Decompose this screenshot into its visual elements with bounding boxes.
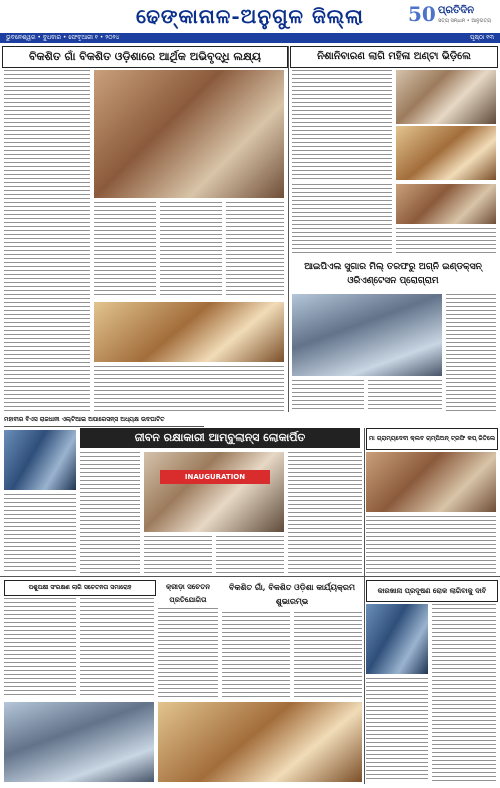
center-story-text-col2 [292,380,364,412]
lead-story-text-col3 [160,202,222,298]
right-top-story-text-col3 [396,228,496,256]
center-story-text-col1 [446,294,496,412]
lead-story-text-col1 [4,70,90,300]
bottom-right-text-col1 [432,604,496,782]
left-portrait-photo [4,430,76,490]
ambulance-story-text-col1 [4,494,76,574]
lead-story-text-col2 [94,202,156,298]
page-title: ଢେଙ୍କାନାଳ-ଅନୁଗୁଳ ଜିଲ୍ଲା [136,4,364,28]
lead-story-photo [94,70,284,198]
column-divider [364,428,365,784]
bottom-center-text-col1 [222,612,290,698]
page-number: ପୃଷ୍ଠା ୧୩ [469,34,494,41]
dateline-bar [0,33,500,43]
column-divider [0,576,500,577]
right-top-story-photo-3 [396,184,496,224]
ambulance-headline: ଜୀବନ ରକ୍ଷାକାରୀ ଆମ୍ବୁଲାନ୍ସ ଲୋକାର୍ପିତ [80,428,360,448]
bottom-right-text-col2 [366,678,428,782]
right-top-story-text-col1 [292,70,392,180]
column-divider [288,46,289,412]
left-middle-photo [94,302,284,362]
newspaper-logo-name: ପ୍ରତିଦିନ [438,5,474,16]
newspaper-logo-number: 50 [408,2,436,26]
right-mid-headline: ମା ଗ୍ରାମ୍ୟଦେବୀ କ୍ଲବ ଚାମ୍ପିଅନ୍ ଟ୍ରଫି କପ୍ ଜିତିଲେ [366,428,498,450]
center-story-text-col3 [368,380,442,412]
left-middle-text-col1 [4,302,90,412]
bottom-left-text-col1 [4,598,76,698]
newspaper-logo-tagline: ସତ୍ୟ ସନ୍ଧାନ • ଆନୁଗତ୍ୟ [438,18,492,24]
right-mid-story-photo [366,452,496,512]
center-headline: ଆଇପିଏଲ ସୁଗାର ମିଲ୍ ତରଫରୁ ଅଗ୍ନି ଇଣ୍ଡକ୍ସନ୍ ଓରିଏଣ୍ଟେସନ ପ୍ରୋଗ୍ରାମ [304,262,482,286]
lead-story-text-col4 [226,202,284,298]
left-middle-text-col2 [94,366,284,412]
ambulance-story-text-col2 [80,452,140,574]
bottom-right-photo [366,604,428,674]
ambulance-story-photo [144,452,284,532]
ambulance-banner-text: INAUGURATION [160,470,270,484]
bottom-center-headline: ବିକଶିତ ଗାଁ, ବିକଶିତ ଓଡ଼ିଶା କାର୍ଯ୍ୟକ୍ରମ ଶୁଭାରମ୍ଭ [229,582,355,606]
left-small-headline: ମହାବୀର ବିଏସ ରାଜଧାନୀ ଏଲ୍‌ଟିଆଇ ଅପାରେସନ୍ସ ଅଧ୍ୟକ୍ଷ ଉଦଘାଟିତ [4,414,204,427]
right-mid-story-text [366,516,496,574]
right-top-story-photo-2 [396,126,496,180]
lead-headline: ବିକଶିତ ଗାଁ ବିକଶିତ ଓଡ଼ିଶାରେ ଆର୍ଥିକ ଅଭିବୃଦ୍ଧି ଲକ୍ଷ୍ୟ [2,46,288,68]
bottom-center-text-col2 [294,612,362,698]
dateline-text: ଭୁବନେଶ୍ୱର • ବୁଧବାର • ଫେବୃଆରୀ ୧ • ୨୦୨୪ [6,34,120,41]
bottom-left-photo [4,702,154,782]
right-top-story-photo-1 [396,70,496,124]
bottom-center-photo [158,702,362,782]
right-top-story-text-col2 [292,184,392,256]
bottom-center-small-text [158,608,218,698]
ambulance-story-text-col3 [144,536,212,574]
ambulance-story-text-col4 [216,536,284,574]
center-story-photo [292,294,442,376]
ambulance-story-text-col5 [288,452,362,574]
bottom-center-small-headline: କ୍ରୀଡ଼ା ସଚେତନ ପ୍ରତିଯୋଗିତା [165,582,211,604]
bottom-left-headline: ପଶୁପକ୍ଷୀ ସଂରକ୍ଷଣ ଲାଗି ସଚେତନତା ସମାରୋହ [4,580,156,596]
right-top-headline: ନିଶାନିବାରଣ ଲାଗି ମହିଳା ଅଣ୍ଟା ଭିଡ଼ିଲେ [290,46,498,68]
bottom-left-text-col2 [80,598,154,698]
bottom-right-headline: କାରଖାନା ପ୍ରଦୂଷଣ ରୋକ ଲାଗିବାକୁ ଦାବି [366,580,498,602]
